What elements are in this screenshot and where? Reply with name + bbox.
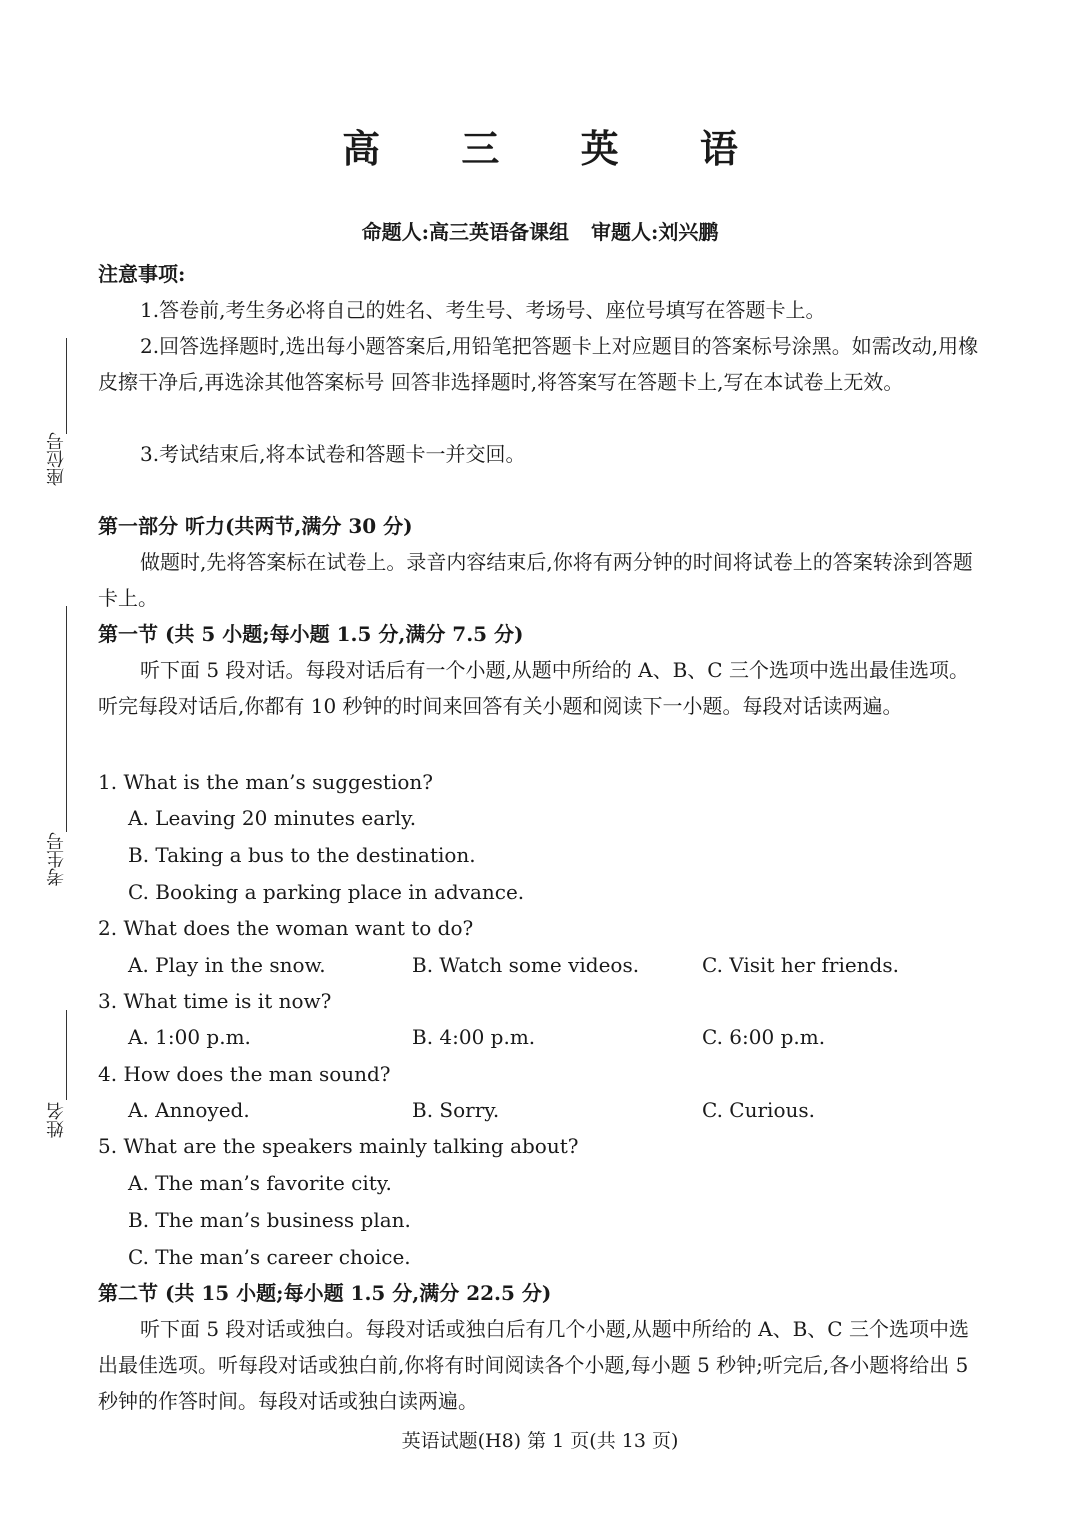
q1-option-b: B. Taking a bus to the destination. xyxy=(128,843,476,867)
q3-option-b: B. 4:00 p.m. xyxy=(412,1025,536,1049)
notice-item-2: 2.回答选择题时,选出每小题答案后,用铅笔把答题卡上对应题目的答案标号涂黑。如需改动,用橡皮擦干净后,再选涂其他答案标号 回答非选择题时,将答案写在答题卡上,写在本试卷上无效。 xyxy=(98,334,979,394)
name-line xyxy=(66,1010,67,1100)
q1-option-a: A. Leaving 20 minutes early. xyxy=(128,806,417,830)
page-footer: 英语试题(H8) 第 1 页(共 13 页) xyxy=(401,1430,679,1452)
section2-heading: 第二节 (共 15 小题;每小题 1.5 分,满分 22.5 分) xyxy=(98,1281,552,1305)
q1-option-c: C. Booking a parking place in advance. xyxy=(128,880,525,904)
q2-option-a: A. Play in the snow. xyxy=(128,953,326,977)
notice-item-1: 1.答卷前,考生务必将自己的姓名、考生号、考场号、座位号填写在答题卡上。 xyxy=(140,298,826,322)
seat-number-line xyxy=(66,338,67,434)
section2-intro: 听下面 5 段对话或独白。每段对话或独白后有几个小题,从题中所给的 A、B、C 三个选项中选出最佳选项。听每段对话或独白前,你将有时间阅读各个小题,每小题 5 秒钟;听完后,各小题将给出 5 秒钟的作答时间。每段对话或独白读两遍。 xyxy=(98,1317,969,1413)
section1-intro: 听下面 5 段对话。每段对话后有一个小题,从题中所给的 A、B、C 三个选项中选出最佳选项。听完每段对话后,你都有 10 秒钟的时间来回答有关小题和阅读下一小题。每段对话读两遍。 xyxy=(98,658,969,718)
author-line xyxy=(0,216,1080,245)
q5-option-c: C. The man’s career choice. xyxy=(128,1245,411,1269)
q2-option-c: C. Visit her friends. xyxy=(702,953,899,977)
question-5: 5. What are the speakers mainly talking about? xyxy=(98,1134,579,1158)
student-number-line xyxy=(66,606,67,832)
question-3: 3. What time is it now? xyxy=(98,989,332,1013)
name-label: 姓名 xyxy=(46,1102,67,1138)
setter: 命题人:高三英语备课组 xyxy=(361,220,569,244)
part1-heading: 第一部分 听力(共两节,满分 30 分) xyxy=(98,514,413,538)
part1-intro: 做题时,先将答案标在试卷上。录音内容结束后,你将有两分钟的时间将试卷上的答案转涂到答题卡上。 xyxy=(98,550,973,610)
q5-option-a: A. The man’s favorite city. xyxy=(128,1171,392,1195)
question-1: 1. What is the man’s suggestion? xyxy=(98,770,433,794)
q4-option-b: B. Sorry. xyxy=(412,1098,500,1122)
question-4: 4. How does the man sound? xyxy=(98,1062,391,1086)
q3-option-c: C. 6:00 p.m. xyxy=(702,1025,826,1049)
page-title: 高 三 英 语 xyxy=(342,126,772,171)
q4-option-c: C. Curious. xyxy=(702,1098,815,1122)
section1-heading: 第一节 (共 5 小题;每小题 1.5 分,满分 7.5 分) xyxy=(98,622,524,646)
q4-option-a: A. Annoyed. xyxy=(128,1098,250,1122)
reviewer: 审题人:刘兴鹏 xyxy=(591,220,719,244)
notice-item-3: 3.考试结束后,将本试卷和答题卡一并交回。 xyxy=(140,442,526,466)
seat-number-label: 座位号 xyxy=(46,432,67,486)
q5-option-b: B. The man’s business plan. xyxy=(128,1208,411,1232)
question-2: 2. What does the woman want to do? xyxy=(98,916,474,940)
notice-heading: 注意事项: xyxy=(98,262,186,286)
q3-option-a: A. 1:00 p.m. xyxy=(128,1025,251,1049)
student-number-label: 考生号 xyxy=(46,832,67,886)
q2-option-b: B. Watch some videos. xyxy=(412,953,640,977)
